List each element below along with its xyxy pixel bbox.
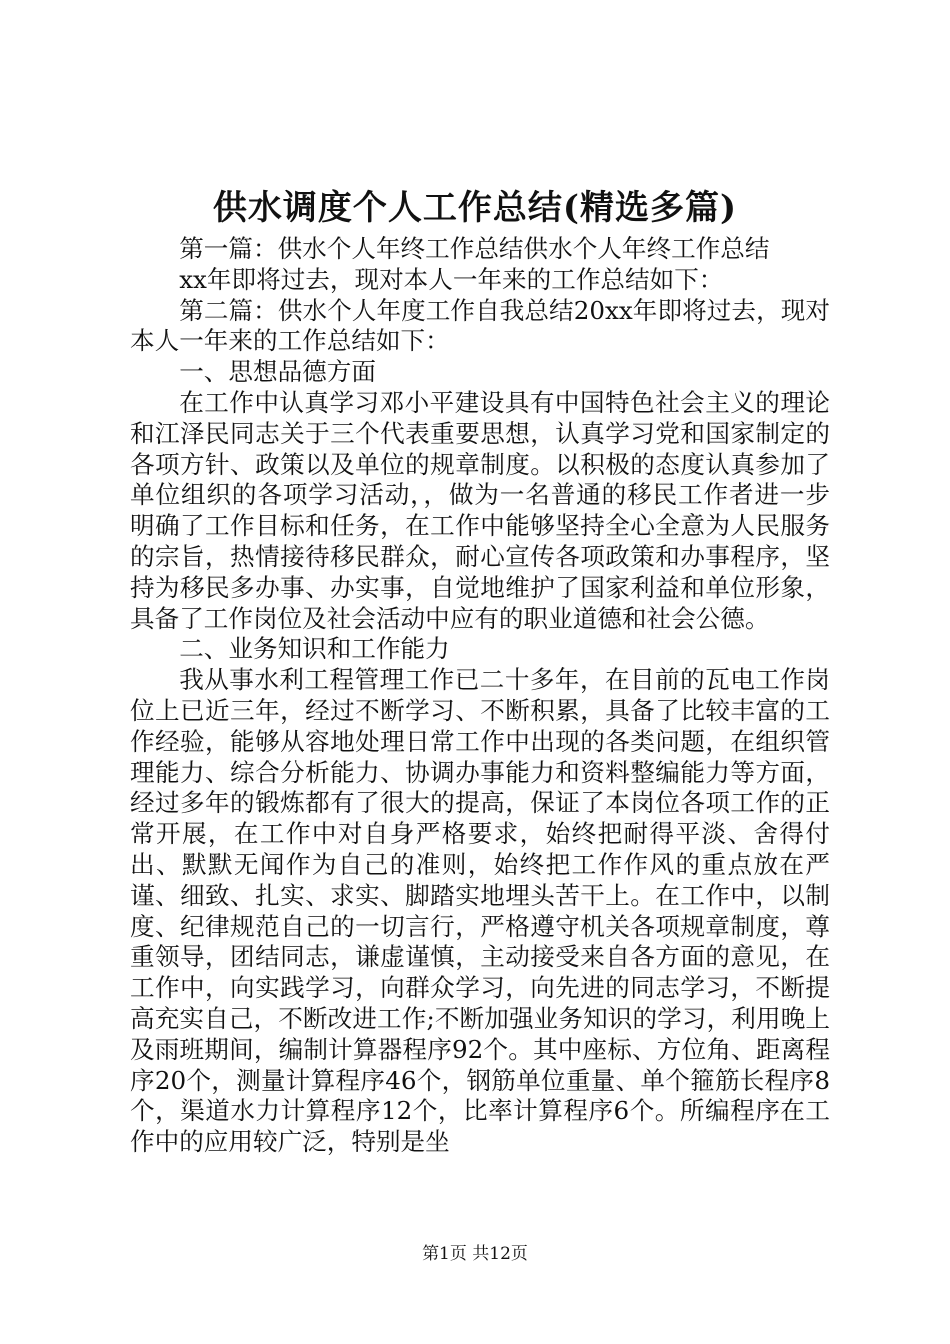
paragraph-part-two-heading: 第二篇：供水个人年度工作自我总结20xx年即将过去，现对本人一年来的工作总结如下： bbox=[130, 295, 830, 356]
section-heading-skills: 二、业务知识和工作能力 bbox=[179, 634, 450, 664]
page-number-footer: 第1页 共12页 bbox=[422, 1244, 528, 1264]
paragraph-skills: 我从事水利工程管理工作已二十多年，在目前的瓦电工作岗位上已近三年，经过不断学习、不断积累，具备了比较丰富的工作经验，能够从容地处理日常工作中出现的各类问题，在组织管理能力、综合分析能力、协调办事能力和资料整编能力等方面，经过多年的锻炼都有了很大的提高，保证了本岗位各项工作的正常开展，在工作中对自身严格要求，始终把耐得平淡、舍得付出、默默无闻作为自己的准则，始终把工作作风的重点放在严谨、细致、扎实、求实、脚踏实地埋头苦干上。在工作中，以制度、纪律规范自己的一切言行，严格遵守机关各项规章制度，尊重领导，团结同志，谦虚谨慎，主动接受来自各方面的意见，在工作中，向实践学习，向群众学习，向先进的同志学习，不断提高充实自己，不断改进工作;不断加强业务知识的学习，利用晚上及雨班期间，编制计算器程序92个。其中座标、方位角、距离程序20个，测量计算程序46个，钢筋单位重量、单个箍筋长程序8个，渠道水力计算程序12个，比率计算程序6个。所编程序在工作中的应用较广泛，特别是坐 bbox=[130, 665, 830, 1157]
document-body bbox=[130, 234, 830, 1158]
document-title: 供水调度个人工作总结(精选多篇) bbox=[212, 188, 738, 228]
paragraph-ideology: 在工作中认真学习邓小平建设具有中国特色社会主义的理论和江泽民同志关于三个代表重要思想，认真学习党和国家制定的各项方针、政策以及单位的规章制度。以积极的态度认真参加了单位组织的各项学习活动，，做为一名普通的移民工作者进一步明确了工作目标和任务，在工作中能够坚持全心全意为人民服务的宗旨，热情接待移民群众，耐心宣传各项政策和办事程序，坚持为移民多办事、办实事，自觉地维护了国家利益和单位形象，具备了工作岗位及社会活动中应有的职业道德和社会公德。 bbox=[130, 387, 830, 633]
paragraph-intro: xx年即将过去，现对本人一年来的工作总结如下： bbox=[179, 264, 724, 294]
paragraph-part-one-heading: 第一篇：供水个人年终工作总结供水个人年终工作总结 bbox=[179, 234, 770, 263]
section-heading-ideology: 一、思想品德方面 bbox=[179, 357, 376, 387]
